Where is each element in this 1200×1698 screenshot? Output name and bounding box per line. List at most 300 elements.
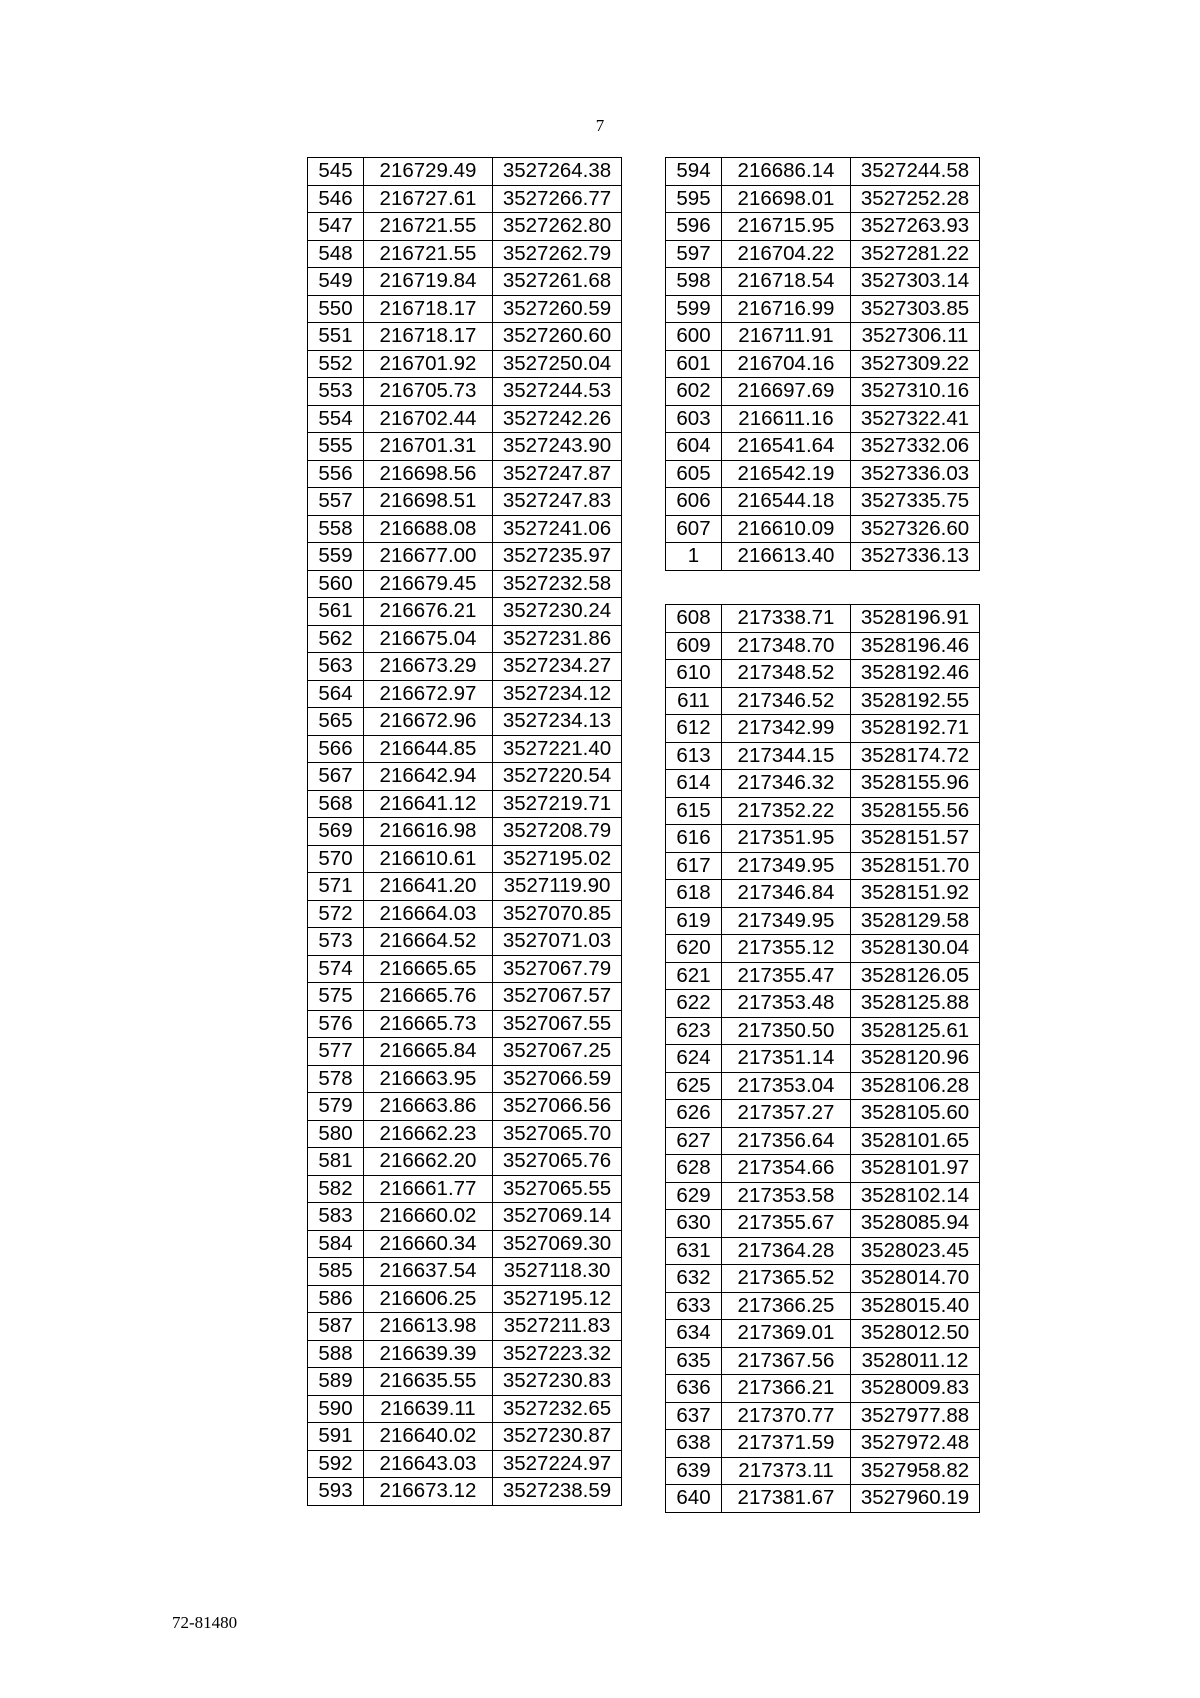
point-number-cell: 566 [308, 735, 364, 763]
x-coordinate-cell: 216611.16 [722, 405, 851, 433]
y-coordinate-cell: 3527322.41 [851, 405, 980, 433]
y-coordinate-cell: 3527195.12 [493, 1285, 622, 1313]
table-row [666, 1237, 980, 1265]
point-number-cell: 616 [666, 825, 722, 853]
table-row [666, 1347, 980, 1375]
table-row [308, 1065, 622, 1093]
point-number-cell: 603 [666, 405, 722, 433]
y-coordinate-cell: 3527235.97 [493, 543, 622, 571]
y-coordinate-cell: 3527262.79 [493, 240, 622, 268]
y-coordinate-cell: 3527977.88 [851, 1402, 980, 1430]
x-coordinate-cell: 217349.95 [722, 907, 851, 935]
table-row [308, 1423, 622, 1451]
point-number-cell: 586 [308, 1285, 364, 1313]
point-number-cell: 639 [666, 1457, 722, 1485]
x-coordinate-cell: 216641.20 [364, 873, 493, 901]
table-row [308, 1313, 622, 1341]
x-coordinate-cell: 216679.45 [364, 570, 493, 598]
x-coordinate-cell: 217357.27 [722, 1100, 851, 1128]
table-row [308, 818, 622, 846]
point-number-cell: 583 [308, 1203, 364, 1231]
y-coordinate-cell: 3527326.60 [851, 515, 980, 543]
y-coordinate-cell: 3527260.59 [493, 295, 622, 323]
point-number-cell: 624 [666, 1045, 722, 1073]
point-number-cell: 556 [308, 460, 364, 488]
table-row [666, 1457, 980, 1485]
table-row [308, 1285, 622, 1313]
x-coordinate-cell: 216716.99 [722, 295, 851, 323]
y-coordinate-cell: 3527242.26 [493, 405, 622, 433]
x-coordinate-cell: 216721.55 [364, 213, 493, 241]
point-number-cell: 587 [308, 1313, 364, 1341]
table-row [666, 1127, 980, 1155]
y-coordinate-cell: 3528155.56 [851, 797, 980, 825]
point-number-cell: 625 [666, 1072, 722, 1100]
table-row [666, 605, 980, 633]
point-number-cell: 612 [666, 715, 722, 743]
y-coordinate-cell: 3527195.02 [493, 845, 622, 873]
table-row [308, 790, 622, 818]
point-number-cell: 565 [308, 708, 364, 736]
y-coordinate-cell: 3527067.25 [493, 1038, 622, 1066]
y-coordinate-cell: 3528192.46 [851, 660, 980, 688]
point-number-cell: 548 [308, 240, 364, 268]
table-row [308, 240, 622, 268]
y-coordinate-cell: 3527219.71 [493, 790, 622, 818]
x-coordinate-cell: 217369.01 [722, 1320, 851, 1348]
y-coordinate-cell: 3528009.83 [851, 1375, 980, 1403]
x-coordinate-cell: 217366.25 [722, 1292, 851, 1320]
x-coordinate-cell: 216673.12 [364, 1478, 493, 1506]
y-coordinate-cell: 3527260.60 [493, 323, 622, 351]
x-coordinate-cell: 216698.56 [364, 460, 493, 488]
point-number-cell: 553 [308, 378, 364, 406]
y-coordinate-cell: 3527070.85 [493, 900, 622, 928]
table-row [666, 687, 980, 715]
x-coordinate-cell: 217346.52 [722, 687, 851, 715]
table-row [666, 1017, 980, 1045]
point-number-cell: 564 [308, 680, 364, 708]
point-number-cell: 599 [666, 295, 722, 323]
table-row [308, 433, 622, 461]
point-number-cell: 578 [308, 1065, 364, 1093]
y-coordinate-cell: 3527250.04 [493, 350, 622, 378]
table-row [666, 488, 980, 516]
table-row [308, 570, 622, 598]
y-coordinate-cell: 3528126.05 [851, 962, 980, 990]
x-coordinate-cell: 216665.76 [364, 983, 493, 1011]
y-coordinate-cell: 3528023.45 [851, 1237, 980, 1265]
point-number-cell: 593 [308, 1478, 364, 1506]
y-coordinate-cell: 3527238.59 [493, 1478, 622, 1506]
point-number-cell: 555 [308, 433, 364, 461]
x-coordinate-cell: 217367.56 [722, 1347, 851, 1375]
y-coordinate-cell: 3528106.28 [851, 1072, 980, 1100]
x-coordinate-cell: 217373.11 [722, 1457, 851, 1485]
x-coordinate-cell: 216718.17 [364, 323, 493, 351]
table-row [308, 735, 622, 763]
table-row [308, 405, 622, 433]
y-coordinate-cell: 3528151.57 [851, 825, 980, 853]
point-number-cell: 595 [666, 185, 722, 213]
point-number-cell: 618 [666, 880, 722, 908]
x-coordinate-cell: 216613.40 [722, 543, 851, 571]
x-coordinate-cell: 216637.54 [364, 1258, 493, 1286]
table-row [666, 1320, 980, 1348]
table-row [308, 680, 622, 708]
point-number-cell: 609 [666, 632, 722, 660]
table-row [666, 1430, 980, 1458]
table-row [308, 378, 622, 406]
x-coordinate-cell: 217371.59 [722, 1430, 851, 1458]
point-number-cell: 563 [308, 653, 364, 681]
y-coordinate-cell: 3528192.55 [851, 687, 980, 715]
x-coordinate-cell: 217338.71 [722, 605, 851, 633]
point-number-cell: 572 [308, 900, 364, 928]
x-coordinate-cell: 216721.55 [364, 240, 493, 268]
x-coordinate-cell: 216662.20 [364, 1148, 493, 1176]
x-coordinate-cell: 216711.91 [722, 323, 851, 351]
y-coordinate-cell: 3527220.54 [493, 763, 622, 791]
table-row [308, 873, 622, 901]
point-number-cell: 608 [666, 605, 722, 633]
table-row [308, 845, 622, 873]
y-coordinate-cell: 3527252.28 [851, 185, 980, 213]
y-coordinate-cell: 3528174.72 [851, 742, 980, 770]
table-row [308, 1038, 622, 1066]
x-coordinate-cell: 216660.02 [364, 1203, 493, 1231]
point-number-cell: 598 [666, 268, 722, 296]
point-number-cell: 619 [666, 907, 722, 935]
point-number-cell: 559 [308, 543, 364, 571]
x-coordinate-cell: 216541.64 [722, 433, 851, 461]
y-coordinate-cell: 3527066.59 [493, 1065, 622, 1093]
x-coordinate-cell: 216676.21 [364, 598, 493, 626]
x-coordinate-cell: 216672.97 [364, 680, 493, 708]
point-number-cell: 617 [666, 852, 722, 880]
table-row [308, 350, 622, 378]
y-coordinate-cell: 3527303.14 [851, 268, 980, 296]
y-coordinate-cell: 3528192.71 [851, 715, 980, 743]
table-row [666, 990, 980, 1018]
y-coordinate-cell: 3527243.90 [493, 433, 622, 461]
y-coordinate-cell: 3527066.56 [493, 1093, 622, 1121]
point-number-cell: 545 [308, 158, 364, 186]
x-coordinate-cell: 216661.77 [364, 1175, 493, 1203]
x-coordinate-cell: 217351.95 [722, 825, 851, 853]
table-row [308, 323, 622, 351]
point-number-cell: 613 [666, 742, 722, 770]
point-number-cell: 632 [666, 1265, 722, 1293]
y-coordinate-cell: 3527067.79 [493, 955, 622, 983]
coordinate-table-right-lower [665, 604, 980, 1513]
table-row [666, 405, 980, 433]
y-coordinate-cell: 3527241.06 [493, 515, 622, 543]
x-coordinate-cell: 216704.22 [722, 240, 851, 268]
y-coordinate-cell: 3527071.03 [493, 928, 622, 956]
point-number-cell: 633 [666, 1292, 722, 1320]
x-coordinate-cell: 216665.84 [364, 1038, 493, 1066]
x-coordinate-cell: 216718.17 [364, 295, 493, 323]
table-row [666, 460, 980, 488]
x-coordinate-cell: 216729.49 [364, 158, 493, 186]
point-number-cell: 604 [666, 433, 722, 461]
y-coordinate-cell: 3528151.92 [851, 880, 980, 908]
y-coordinate-cell: 3528105.60 [851, 1100, 980, 1128]
y-coordinate-cell: 3527332.06 [851, 433, 980, 461]
table-row [666, 1292, 980, 1320]
table-row [666, 350, 980, 378]
x-coordinate-cell: 216686.14 [722, 158, 851, 186]
table-row [308, 1340, 622, 1368]
point-number-cell: 574 [308, 955, 364, 983]
x-coordinate-cell: 216660.34 [364, 1230, 493, 1258]
footer-document-code: 72-81480 [172, 1613, 238, 1632]
y-coordinate-cell: 3527247.83 [493, 488, 622, 516]
table-row [308, 1478, 622, 1506]
point-number-cell: 588 [308, 1340, 364, 1368]
x-coordinate-cell: 216643.03 [364, 1450, 493, 1478]
y-coordinate-cell: 3527261.68 [493, 268, 622, 296]
point-number-cell: 594 [666, 158, 722, 186]
y-coordinate-cell: 3528101.97 [851, 1155, 980, 1183]
x-coordinate-cell: 216665.73 [364, 1010, 493, 1038]
y-coordinate-cell: 3527067.55 [493, 1010, 622, 1038]
x-coordinate-cell: 216616.98 [364, 818, 493, 846]
table-row [308, 158, 622, 186]
x-coordinate-cell: 216665.65 [364, 955, 493, 983]
x-coordinate-cell: 216662.23 [364, 1120, 493, 1148]
point-number-cell: 589 [308, 1368, 364, 1396]
table-row [666, 515, 980, 543]
table-row [308, 928, 622, 956]
x-coordinate-cell: 217344.15 [722, 742, 851, 770]
x-coordinate-cell: 216635.55 [364, 1368, 493, 1396]
point-number-cell: 615 [666, 797, 722, 825]
x-coordinate-cell: 216727.61 [364, 185, 493, 213]
y-coordinate-cell: 3527221.40 [493, 735, 622, 763]
point-number-cell: 573 [308, 928, 364, 956]
table-row [308, 515, 622, 543]
table-row [308, 625, 622, 653]
x-coordinate-cell: 216639.39 [364, 1340, 493, 1368]
table-row [666, 660, 980, 688]
table-row [666, 378, 980, 406]
table-row [308, 1148, 622, 1176]
point-number-cell: 606 [666, 488, 722, 516]
table-row [666, 1072, 980, 1100]
x-coordinate-cell: 217356.64 [722, 1127, 851, 1155]
point-number-cell: 621 [666, 962, 722, 990]
x-coordinate-cell: 217353.58 [722, 1182, 851, 1210]
table-row [666, 632, 980, 660]
y-coordinate-cell: 3527336.13 [851, 543, 980, 571]
x-coordinate-cell: 216641.12 [364, 790, 493, 818]
x-coordinate-cell: 217366.21 [722, 1375, 851, 1403]
y-coordinate-cell: 3528014.70 [851, 1265, 980, 1293]
y-coordinate-cell: 3527264.38 [493, 158, 622, 186]
x-coordinate-cell: 217349.95 [722, 852, 851, 880]
table-row [666, 268, 980, 296]
y-coordinate-cell: 3527230.87 [493, 1423, 622, 1451]
point-number-cell: 640 [666, 1485, 722, 1513]
table-row [666, 295, 980, 323]
x-coordinate-cell: 216719.84 [364, 268, 493, 296]
y-coordinate-cell: 3528129.58 [851, 907, 980, 935]
point-number-cell: 610 [666, 660, 722, 688]
point-number-cell: 562 [308, 625, 364, 653]
x-coordinate-cell: 216642.94 [364, 763, 493, 791]
table-row [308, 543, 622, 571]
point-number-cell: 611 [666, 687, 722, 715]
point-number-cell: 628 [666, 1155, 722, 1183]
x-coordinate-cell: 216702.44 [364, 405, 493, 433]
table-row [308, 1368, 622, 1396]
x-coordinate-cell: 217353.48 [722, 990, 851, 1018]
point-number-cell: 550 [308, 295, 364, 323]
y-coordinate-cell: 3528130.04 [851, 935, 980, 963]
x-coordinate-cell: 217355.47 [722, 962, 851, 990]
point-number-cell: 636 [666, 1375, 722, 1403]
x-coordinate-cell: 216673.29 [364, 653, 493, 681]
x-coordinate-cell: 217365.52 [722, 1265, 851, 1293]
y-coordinate-cell: 3527309.22 [851, 350, 980, 378]
y-coordinate-cell: 3527234.12 [493, 680, 622, 708]
point-number-cell: 585 [308, 1258, 364, 1286]
x-coordinate-cell: 217342.99 [722, 715, 851, 743]
point-number-cell: 627 [666, 1127, 722, 1155]
y-coordinate-cell: 3527224.97 [493, 1450, 622, 1478]
table-row [308, 1258, 622, 1286]
point-number-cell: 568 [308, 790, 364, 818]
point-number-cell: 600 [666, 323, 722, 351]
point-number-cell: 549 [308, 268, 364, 296]
y-coordinate-cell: 3527244.58 [851, 158, 980, 186]
table-row [666, 935, 980, 963]
table-row [666, 962, 980, 990]
x-coordinate-cell: 217350.50 [722, 1017, 851, 1045]
x-coordinate-cell: 216698.01 [722, 185, 851, 213]
y-coordinate-cell: 3527244.53 [493, 378, 622, 406]
y-coordinate-cell: 3527232.65 [493, 1395, 622, 1423]
point-number-cell: 637 [666, 1402, 722, 1430]
point-number-cell: 561 [308, 598, 364, 626]
x-coordinate-cell: 216701.92 [364, 350, 493, 378]
table-row [308, 1450, 622, 1478]
y-coordinate-cell: 3528102.14 [851, 1182, 980, 1210]
point-number-cell: 584 [308, 1230, 364, 1258]
point-number-cell: 569 [308, 818, 364, 846]
x-coordinate-cell: 217346.32 [722, 770, 851, 798]
y-coordinate-cell: 3527960.19 [851, 1485, 980, 1513]
table-row [666, 543, 980, 571]
page-number: 7 [595, 116, 605, 135]
table-row [666, 1485, 980, 1513]
y-coordinate-cell: 3527065.70 [493, 1120, 622, 1148]
table-row [308, 460, 622, 488]
point-number-cell: 607 [666, 515, 722, 543]
table-row [666, 323, 980, 351]
x-coordinate-cell: 216663.86 [364, 1093, 493, 1121]
table-row [308, 763, 622, 791]
y-coordinate-cell: 3527211.83 [493, 1313, 622, 1341]
table-row [666, 1402, 980, 1430]
table-row [666, 158, 980, 186]
coordinate-table-right-upper [665, 157, 980, 571]
y-coordinate-cell: 3527230.83 [493, 1368, 622, 1396]
y-coordinate-cell: 3527234.27 [493, 653, 622, 681]
y-coordinate-cell: 3527958.82 [851, 1457, 980, 1485]
table-row [666, 880, 980, 908]
y-coordinate-cell: 3528196.91 [851, 605, 980, 633]
table-row [308, 1175, 622, 1203]
table-row [666, 213, 980, 241]
x-coordinate-cell: 217355.12 [722, 935, 851, 963]
y-coordinate-cell: 3527972.48 [851, 1430, 980, 1458]
table-row [308, 1203, 622, 1231]
y-coordinate-cell: 3527266.77 [493, 185, 622, 213]
y-coordinate-cell: 3528085.94 [851, 1210, 980, 1238]
y-coordinate-cell: 3527067.57 [493, 983, 622, 1011]
y-coordinate-cell: 3527118.30 [493, 1258, 622, 1286]
table-row [666, 715, 980, 743]
point-number-cell: 1 [666, 543, 722, 571]
point-number-cell: 577 [308, 1038, 364, 1066]
y-coordinate-cell: 3528012.50 [851, 1320, 980, 1348]
x-coordinate-cell: 216701.31 [364, 433, 493, 461]
table-row [666, 825, 980, 853]
y-coordinate-cell: 3528196.46 [851, 632, 980, 660]
table-row [666, 1045, 980, 1073]
y-coordinate-cell: 3527335.75 [851, 488, 980, 516]
x-coordinate-cell: 217370.77 [722, 1402, 851, 1430]
y-coordinate-cell: 3527336.03 [851, 460, 980, 488]
table-row [308, 1395, 622, 1423]
point-number-cell: 630 [666, 1210, 722, 1238]
point-number-cell: 554 [308, 405, 364, 433]
point-number-cell: 546 [308, 185, 364, 213]
table-row [308, 488, 622, 516]
x-coordinate-cell: 216664.03 [364, 900, 493, 928]
point-number-cell: 580 [308, 1120, 364, 1148]
point-number-cell: 596 [666, 213, 722, 241]
table-row [308, 708, 622, 736]
y-coordinate-cell: 3527065.55 [493, 1175, 622, 1203]
x-coordinate-cell: 216639.11 [364, 1395, 493, 1423]
point-number-cell: 622 [666, 990, 722, 1018]
y-coordinate-cell: 3527069.14 [493, 1203, 622, 1231]
y-coordinate-cell: 3528011.12 [851, 1347, 980, 1375]
point-number-cell: 576 [308, 1010, 364, 1038]
point-number-cell: 602 [666, 378, 722, 406]
x-coordinate-cell: 216542.19 [722, 460, 851, 488]
x-coordinate-cell: 216697.69 [722, 378, 851, 406]
point-number-cell: 581 [308, 1148, 364, 1176]
point-number-cell: 635 [666, 1347, 722, 1375]
x-coordinate-cell: 216544.18 [722, 488, 851, 516]
table-row [666, 797, 980, 825]
x-coordinate-cell: 217352.22 [722, 797, 851, 825]
x-coordinate-cell: 216672.96 [364, 708, 493, 736]
y-coordinate-cell: 3528015.40 [851, 1292, 980, 1320]
point-number-cell: 558 [308, 515, 364, 543]
y-coordinate-cell: 3528151.70 [851, 852, 980, 880]
point-number-cell: 629 [666, 1182, 722, 1210]
y-coordinate-cell: 3528155.96 [851, 770, 980, 798]
table-row [666, 1375, 980, 1403]
x-coordinate-cell: 216640.02 [364, 1423, 493, 1451]
point-number-cell: 626 [666, 1100, 722, 1128]
